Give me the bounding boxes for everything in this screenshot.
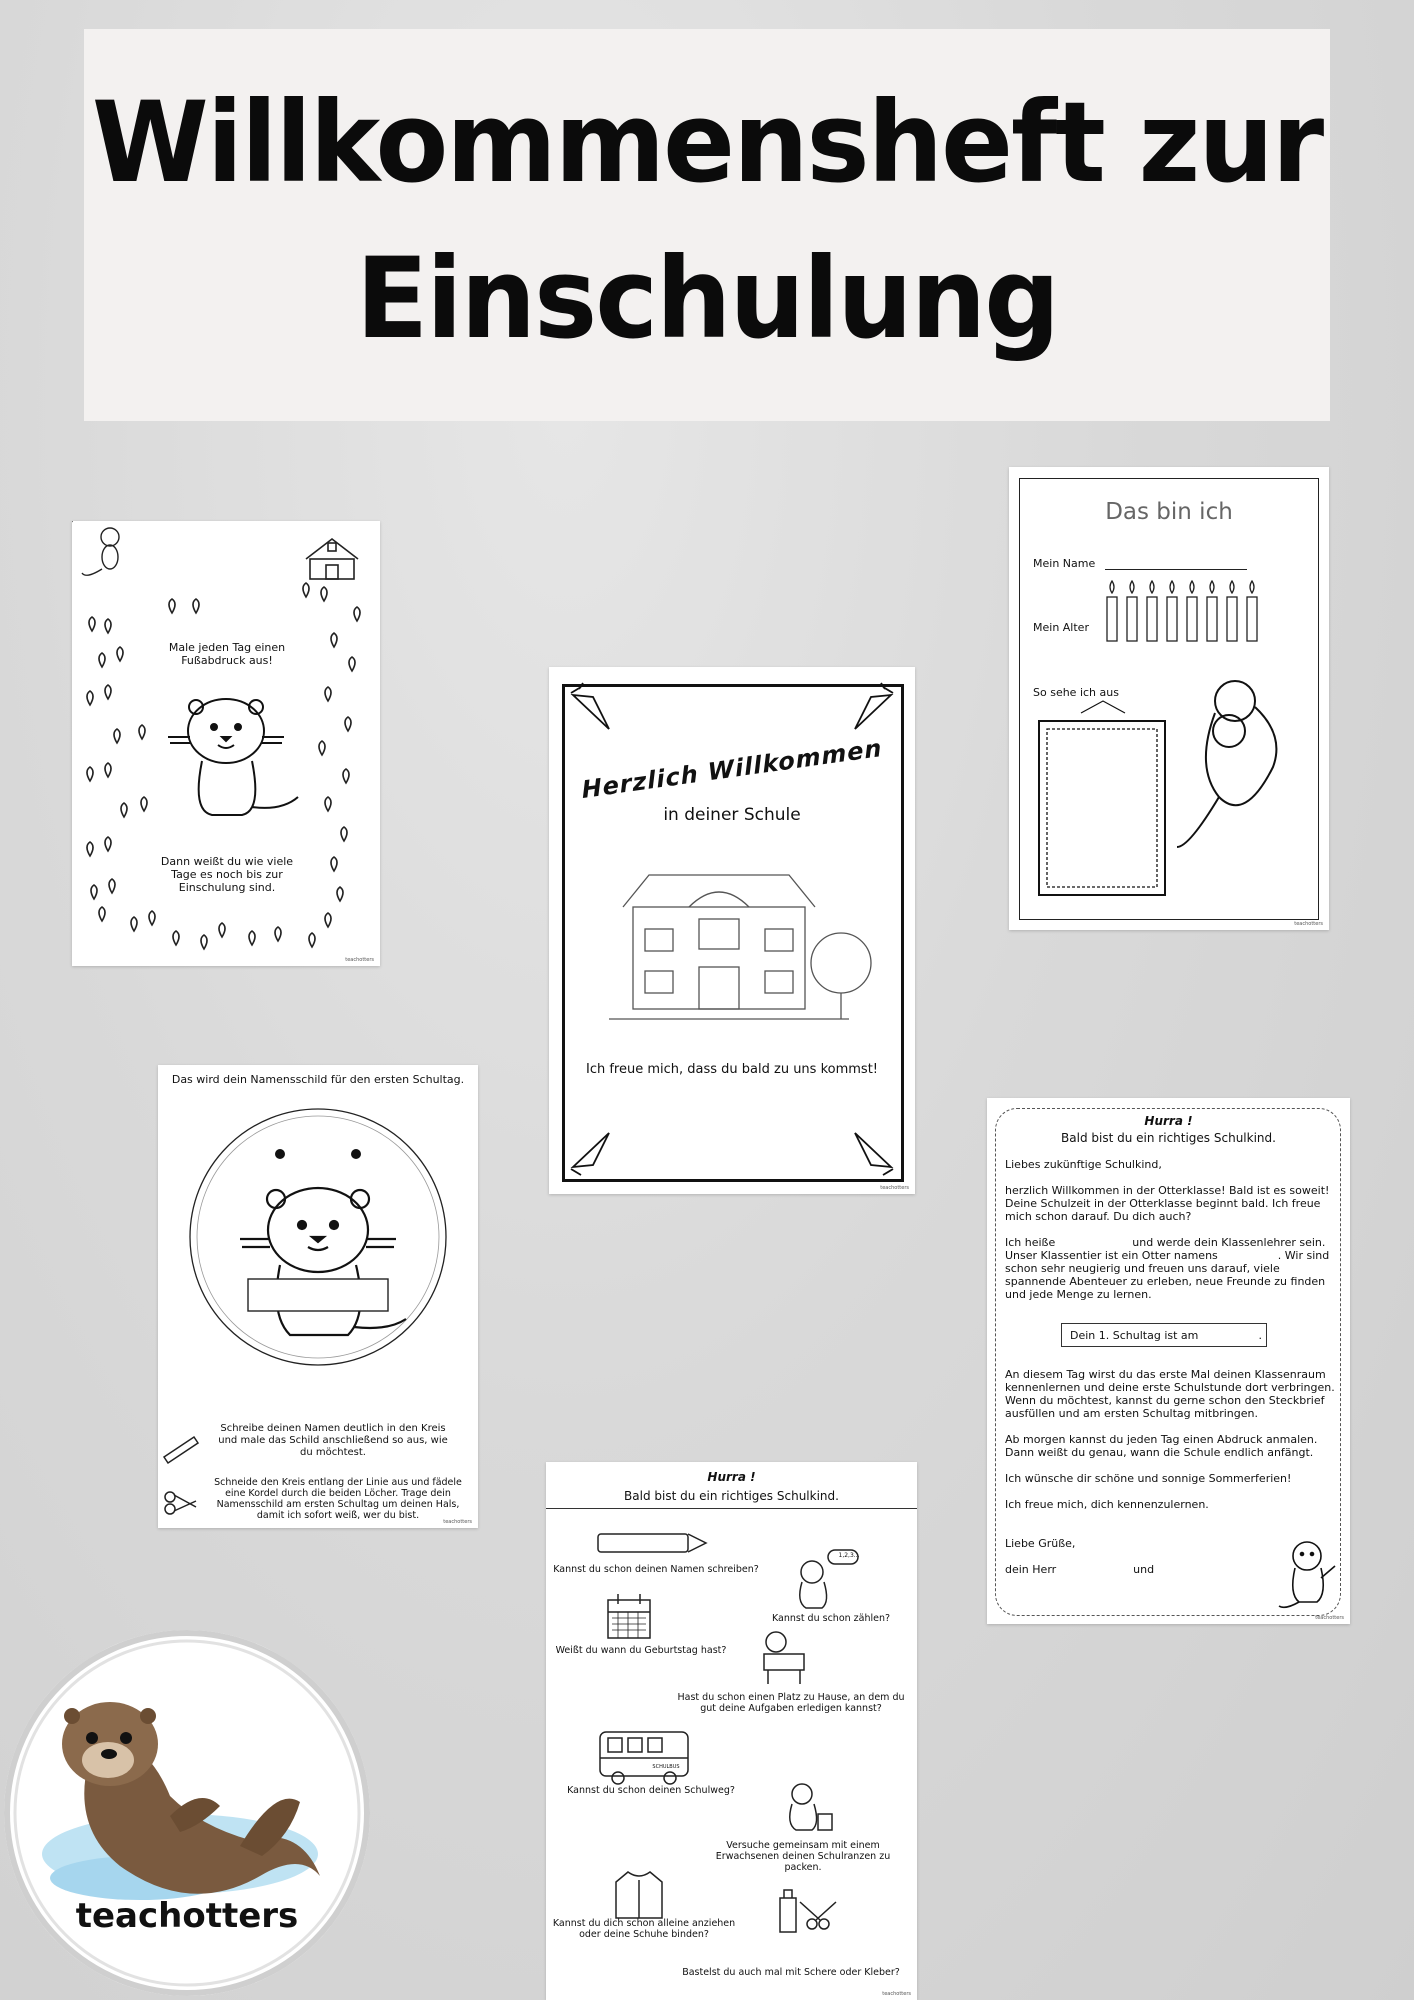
checklist-item: Weißt du wann du Geburtstag hast?: [555, 1645, 727, 1656]
glue-scissors-icon: [780, 1890, 836, 1932]
page-footprints: [72, 521, 380, 966]
checklist-subheading: Bald bist du ein richtiges Schulkind.: [624, 1489, 839, 1503]
about-title: Das bin ich: [1105, 499, 1233, 525]
footer-brand: teachotters: [345, 957, 374, 963]
letter-heading: Hurra !: [1144, 1114, 1193, 1128]
logo-graphic: [0, 1626, 374, 2000]
footer-brand: teachotters: [880, 1185, 909, 1191]
birthday-candles-icon: [1107, 581, 1257, 641]
about-illustration: [1009, 467, 1329, 930]
title-line-1: Willkommensheft zur: [91, 77, 1323, 208]
checklist-heading: Hurra !: [707, 1470, 756, 1484]
letter-salutation: Liebes zukünftige Schulkind,: [1005, 1158, 1162, 1171]
letter-paragraph-2b: und werde dein Klassenlehrer sein. Unser Klassentier ist ein Otter namens: [1005, 1236, 1326, 1262]
hole-left: [275, 1149, 285, 1159]
title-banner: [84, 29, 1330, 421]
checklist-item: Kannst du schon deinen Namen schreiben?: [553, 1564, 759, 1575]
footer-brand: teachotters: [1315, 1615, 1344, 1621]
school-building-illustration: [609, 875, 871, 1019]
logo-brand-name: teachotters: [75, 1896, 299, 1936]
cover-title: Herzlich Willkommen: [580, 733, 884, 805]
letter-signature-a: dein Herr: [1005, 1563, 1057, 1576]
scissors-icon: [165, 1492, 196, 1514]
bus-label: SCHULBUS: [652, 1764, 680, 1770]
first-day-box: Dein 1. Schultag ist am .: [1061, 1323, 1267, 1347]
checklist-item: Kannst du schon deinen Schulweg?: [567, 1785, 735, 1796]
cover-subtitle: in deiner Schule: [663, 805, 801, 825]
letter-signature-b: und: [1133, 1563, 1155, 1576]
footer-brand: teachotters: [882, 1991, 911, 1997]
letter-paragraph-6: Ich wünsche dir schöne und sonnige Sommerferien!: [1005, 1472, 1292, 1485]
picture-frame: [1039, 701, 1165, 895]
otter-teacher-icon: [1277, 1538, 1341, 1612]
letter-body: [1005, 1158, 1335, 1301]
letter-paragraph-7: Ich freue mich, dich kennenzulernen.: [1005, 1498, 1209, 1511]
footer-brand: teachotters: [1294, 921, 1323, 927]
brand-logo: [0, 1626, 374, 2000]
name-label: Mein Name: [1033, 557, 1096, 570]
age-label: Mein Alter: [1033, 621, 1089, 634]
footprints-illustration: [72, 521, 380, 966]
school-icon: [306, 539, 358, 579]
page-nametag: [158, 1065, 478, 1528]
page-about-me: [1009, 467, 1329, 930]
letter-paragraph-2a: Ich heiße: [1005, 1236, 1056, 1249]
footprints-text-bottom: Dann weißt du wie viele Tage es noch bis zur Einschulung sind.: [160, 855, 294, 894]
look-label: So sehe ich aus: [1033, 686, 1119, 699]
otter-illustration: [240, 1188, 406, 1335]
page-cover: [549, 667, 915, 1194]
checklist-item: Bastelst du auch mal mit Schere oder Kleber?: [682, 1967, 900, 1978]
otter-desk-icon: [764, 1632, 804, 1684]
title-line-2: Einschulung: [355, 233, 1059, 364]
letter-subheading: Bald bist du ein richtiges Schulkind.: [1061, 1131, 1276, 1145]
small-otter-icon: [82, 528, 119, 575]
cover-bottom-text: Ich freue mich, dass du bald zu uns kommst!: [585, 1062, 879, 1077]
checklist-item: Versuche gemeinsam mit einem Erwachsenen deinen Schulranzen zu packen.: [715, 1840, 891, 1873]
otter-backpack-icon: [790, 1784, 832, 1830]
nametag-instruction-write: Schreibe deinen Namen deutlich in den Kreis und male das Schild anschließend so aus, wie du möchtest.: [218, 1423, 448, 1458]
page-checklist: [546, 1462, 917, 2000]
otter-illustration: [168, 699, 298, 815]
page-letter: [987, 1098, 1350, 1624]
count-bubble-text: 1,2,3...: [838, 1552, 860, 1559]
first-day-label: Dein 1. Schultag ist am: [1070, 1329, 1199, 1342]
hole-right: [351, 1149, 361, 1159]
school-bus-icon: [600, 1732, 688, 1784]
letter-paragraph-3: An diesem Tag wirst du das erste Mal deinen Klassenraum kennenlernen und deine erste Schulstunde dort verbringen.: [1005, 1368, 1335, 1394]
pencil-icon: [598, 1534, 706, 1552]
checklist-item: Kannst du schon zählen?: [771, 1613, 891, 1624]
checklist-item: Kannst du dich schon alleine anziehen oder deine Schuhe binden?: [552, 1918, 736, 1940]
letter-paragraph-4: Wenn du möchtest, kannst du gerne schon den Steckbrief ausfüllen und am ersten Schultag mitbringen.: [1005, 1394, 1325, 1420]
jacket-icon: [616, 1872, 662, 1918]
calendar-icon: [608, 1594, 650, 1638]
footer-brand: teachotters: [443, 1519, 472, 1525]
pencil-icon: [164, 1437, 198, 1463]
letter-paragraph-2c: Wir sind schon sehr neugierig und freuen uns darauf, viele spannende Abenteuer zu erleben, neue Freunde zu finden und jede Menge zu lernen.: [1005, 1249, 1330, 1301]
nametag-instruction-cut: Schneide den Kreis entlang der Linie aus und fädele eine Kordel durch die beiden Löcher. Trage dein Namensschild am ersten Schultag um deinen Hals, damit ich sofort weiß, wer du bist.: [214, 1477, 462, 1521]
letter-closing: Liebe Grüße,: [1005, 1537, 1076, 1550]
letter-paragraph-5: Ab morgen kannst du jeden Tag einen Abdruck anmalen. Dann weißt du genau, wann die Schule endlich anfängt.: [1005, 1433, 1318, 1459]
nametag-top-text: Das wird dein Namensschild für den ersten Schultag.: [171, 1073, 465, 1086]
checklist-item: Hast du schon einen Platz zu Hause, an dem du gut deine Aufgaben erledigen kannst?: [677, 1692, 905, 1714]
letter-paragraph-2: Ich heiße und werde dein Klassenlehrer sein. Unser Klassentier ist ein Otter namens . Wir sind schon sehr neugierig und freuen uns darauf, viele spannende Abenteuer zu erleben, neue Freunde zu finden und jede Menge zu lernen.: [1005, 1236, 1330, 1301]
name-field: [248, 1279, 388, 1311]
otter-pair-illustration: [1177, 681, 1276, 847]
letter-paragraph-1: herzlich Willkommen in der Otterklasse! Bald ist es soweit! Deine Schulzeit in der Otterklasse beginnt bald. Ich freue mich schon darauf. Du dich auch?: [1005, 1184, 1330, 1223]
footprints-text-top: Male jeden Tag einen Fußabdruck aus!: [168, 641, 286, 667]
